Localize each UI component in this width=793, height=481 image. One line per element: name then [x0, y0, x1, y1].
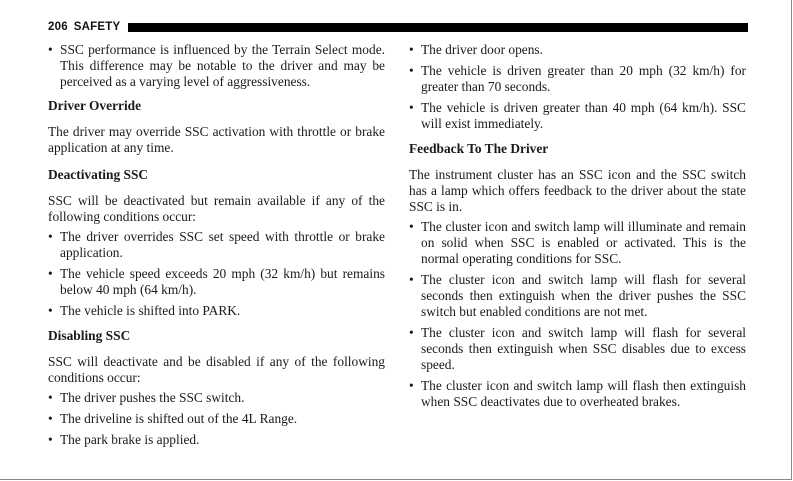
right-column [409, 42, 746, 415]
bullet-text: The vehicle is driven greater than 20 mph (32 km/h) for greater than 70 seconds. [421, 63, 746, 94]
bullet-text: The vehicle is driven greater than 40 mph (64 km/h). SSC will exist immediately. [421, 100, 746, 131]
list-item [409, 219, 746, 267]
list-item [409, 325, 746, 373]
paragraph-deactivating-ssc: SSC will be deactivated but remain available if any of the following conditions occur: [48, 193, 385, 224]
left-column [48, 42, 385, 453]
bullet-text: The cluster icon and switch lamp will flash for several seconds then extinguish when SSC disables due to excess speed. [421, 325, 746, 372]
list-item [48, 390, 385, 406]
bullet-icon: • [48, 229, 53, 244]
bullet-text: The vehicle speed exceeds 20 mph (32 km/h) but remains below 40 mph (64 km/h). [60, 266, 385, 297]
bullet-icon: • [409, 63, 414, 78]
page-number: 206 [48, 21, 68, 33]
bullet-text: The driver overrides SSC set speed with throttle or brake application. [60, 229, 385, 260]
bullet-icon: • [48, 42, 53, 57]
bullet-icon: • [48, 432, 53, 447]
bullet-icon: • [409, 219, 414, 234]
bullet-icon: • [409, 325, 414, 340]
bullet-text: The driver pushes the SSC switch. [60, 390, 245, 405]
page-header [48, 20, 748, 34]
list-item [409, 272, 746, 320]
heading-driver-override: Driver Override [48, 98, 142, 113]
list-item [48, 42, 385, 90]
section-title: SAFETY [73, 21, 121, 33]
list-item [409, 378, 746, 410]
bullet-text: The park brake is applied. [60, 432, 200, 447]
list-item [409, 42, 746, 58]
bullet-icon: • [48, 266, 53, 281]
bullet-text: The driver door opens. [421, 42, 543, 57]
heading-deactivating-ssc: Deactivating SSC [48, 167, 149, 182]
list-item [48, 303, 385, 319]
bullet-text: The cluster icon and switch lamp will illuminate and remain on solid when SSC is enabled or activated. This is the normal operating conditions for SSC. [421, 219, 746, 266]
heading-feedback-to-the-driver: Feedback To The Driver [409, 141, 549, 156]
bullet-text: The cluster icon and switch lamp will flash then extinguish when SSC deactivates due to overheated brakes. [421, 378, 746, 409]
paragraph-feedback: The instrument cluster has an SSC icon and the SSC switch has a lamp which offers feedback to the driver about the state SSC is in. [409, 167, 746, 214]
bullet-icon: • [409, 100, 414, 115]
bullet-icon: • [48, 390, 53, 405]
list-item [409, 100, 746, 132]
bullet-icon: • [48, 411, 53, 426]
bullet-icon: • [409, 42, 414, 57]
header-rule [128, 23, 748, 32]
list-item [409, 63, 746, 95]
list-item [48, 432, 385, 448]
bullet-icon: • [409, 378, 414, 393]
bullet-text: SSC performance is influenced by the Terrain Select mode. This difference may be notable to the driver and may be perceived as a varying level of aggressiveness. [60, 42, 385, 89]
bullet-text: The driveline is shifted out of the 4L Range. [60, 411, 298, 426]
list-item [48, 266, 385, 298]
heading-disabling-ssc: Disabling SSC [48, 328, 131, 343]
paragraph-disabling-ssc: SSC will deactivate and be disabled if any of the following conditions occur: [48, 354, 385, 385]
bullet-icon: • [409, 272, 414, 287]
list-item [48, 229, 385, 261]
paragraph-driver-override: The driver may override SSC activation with throttle or brake application at any time. [48, 124, 385, 155]
list-item [48, 411, 385, 427]
bullet-text: The vehicle is shifted into PARK. [60, 303, 241, 318]
bullet-icon: • [48, 303, 53, 318]
bullet-text: The cluster icon and switch lamp will flash for several seconds then extinguish when the driver pushes the SSC switch but enabled conditions are not met. [421, 272, 746, 319]
